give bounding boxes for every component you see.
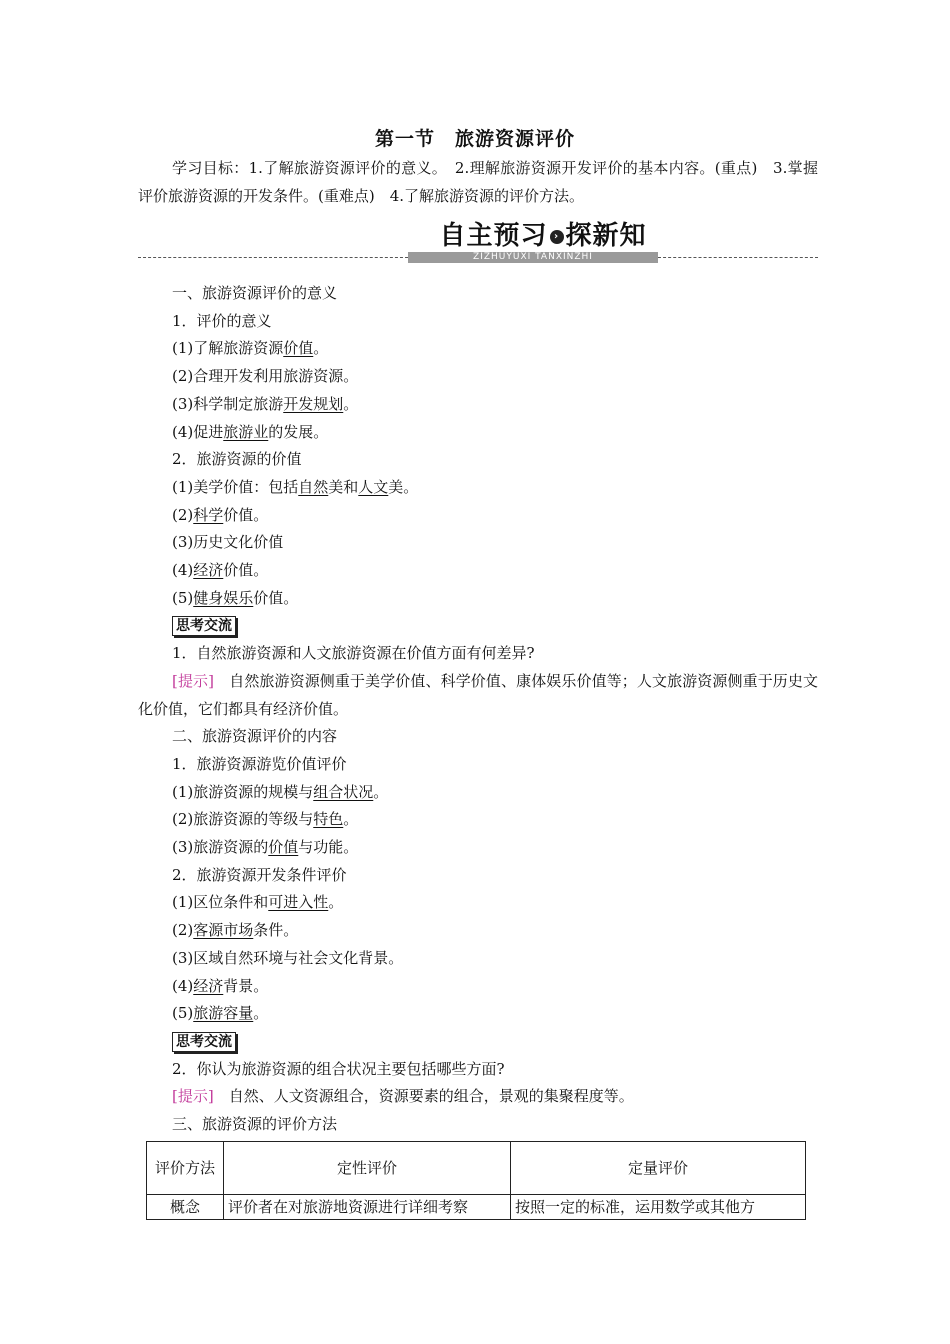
table-cell: 概念 (147, 1195, 224, 1220)
heading-content: 二、旅游资源评价的内容 (172, 727, 338, 746)
banner-title-left: 自主预习 (439, 221, 548, 251)
methods-table (146, 1141, 806, 1220)
learning-objectives: 学习目标：1.了解旅游资源评价的意义。 2.理解旅游资源开发评价的基本内容。(重点) 3.掌握评价旅游资源的开发条件。(重难点) 4.了解旅游资源的评价方法。 (138, 159, 818, 205)
heading-significance: 一、旅游资源评价的意义 (172, 284, 338, 302)
list-item: (2)合理开发利用旅游资源。 (172, 367, 359, 386)
table-header: 定性评价 (224, 1142, 511, 1195)
list-item: (3)历史文化价值 (172, 533, 284, 552)
table-row (147, 1195, 806, 1220)
subheading-meaning: 1．评价的意义 (172, 311, 272, 330)
think-label: 思考交流 (172, 1032, 236, 1052)
list-item: (1)美学价值：包括自然美和人文美。 (172, 477, 419, 496)
banner-title-right: 探新知 (565, 221, 647, 251)
list-item: (3)科学制定旅游开发规划。 (172, 394, 359, 413)
table-cell: 评价者在对旅游地资源进行详细考察 (224, 1195, 511, 1220)
think-box (138, 612, 818, 640)
section-title: 第一节 旅游资源评价 (374, 128, 575, 150)
list-item: (1)旅游资源的规模与组合状况。 (172, 782, 389, 801)
list-item: (1)区位条件和可进入性。 (172, 893, 344, 912)
banner-divider-left (138, 257, 408, 258)
content-body (138, 280, 818, 1139)
answer: [提示] 自然旅游资源侧重于美学价值、科学价值、康体娱乐价值等；人文旅游资源侧重于历史文化价值，它们都具有经济价值。 (138, 671, 818, 718)
table-header: 评价方法 (147, 1142, 224, 1195)
list-item: (5)健身娱乐价值。 (172, 588, 299, 607)
list-item: (2)科学价值。 (172, 505, 269, 524)
section-banner (138, 220, 818, 268)
list-item: (4)促进旅游业的发展。 (172, 422, 329, 441)
list-item: (5)旅游容量。 (172, 1004, 269, 1023)
question: 1．自然旅游资源和人文旅游资源在价值方面有何差异? (172, 644, 535, 663)
table-cell: 按照一定的标准，运用数学或其他方 (511, 1195, 806, 1220)
arrow-right-icon: › (550, 230, 564, 244)
heading-methods: 三、旅游资源的评价方法 (172, 1115, 338, 1134)
subheading-tour-value: 1．旅游资源游览价值评价 (172, 754, 347, 773)
subheading-development: 2．旅游资源开发条件评价 (172, 865, 347, 884)
question: 2．你认为旅游资源的组合状况主要包括哪些方面? (172, 1059, 505, 1078)
banner-pinyin: ZIZHUYUXI TANXINZHI (408, 252, 658, 263)
think-label: 思考交流 (172, 616, 236, 636)
list-item: (2)旅游资源的等级与特色。 (172, 810, 359, 829)
subheading-value: 2．旅游资源的价值 (172, 450, 302, 469)
list-item: (3)区域自然环境与社会文化背景。 (172, 948, 404, 967)
answer: [提示] 自然、人文资源组合，资源要素的组合，景观的集聚程度等。 (172, 1087, 634, 1106)
list-item: (1)了解旅游资源价值。 (172, 339, 329, 358)
table-header-row (147, 1142, 806, 1195)
banner-title (428, 220, 658, 252)
hint-label: [提示] (172, 1087, 214, 1106)
hint-label: [提示] (172, 671, 215, 690)
list-item: (4)经济背景。 (172, 976, 269, 995)
think-box (138, 1028, 818, 1056)
table-header: 定量评价 (511, 1142, 806, 1195)
list-item: (4)经济价值。 (172, 561, 269, 580)
list-item: (2)客源市场条件。 (172, 921, 299, 940)
list-item: (3)旅游资源的价值与功能。 (172, 838, 359, 857)
banner-divider-right (658, 257, 818, 258)
